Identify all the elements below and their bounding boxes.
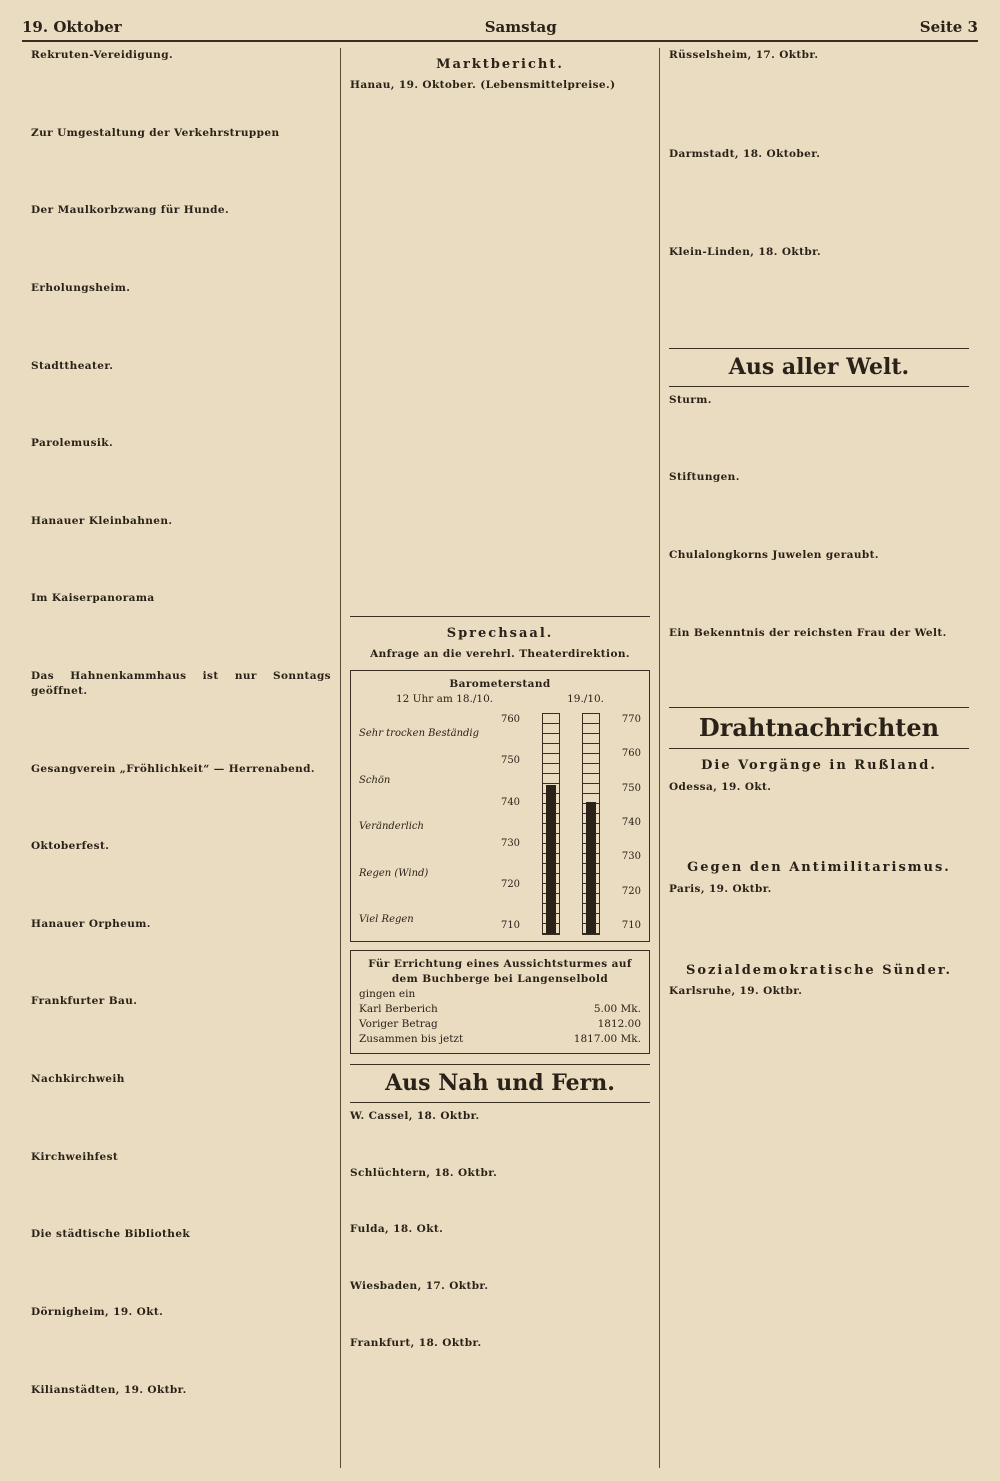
article-heading: Oktoberfest. bbox=[31, 840, 110, 853]
article-heading: Das Hahnenkammhaus ist nur Sonntags geöffnet. bbox=[31, 670, 331, 697]
place-dateline: Wiesbaden, 17. Oktbr. bbox=[350, 1280, 489, 1293]
page-number: Seite 3 bbox=[919, 18, 978, 36]
place-dateline: Schlüchtern, 18. Oktbr. bbox=[350, 1166, 498, 1179]
barometer-box bbox=[350, 670, 650, 942]
draht-city-odessa: Odessa, 19. Okt. bbox=[669, 780, 772, 793]
article-heading: Gesangverein „Fröhlichkeit“ — Herrenabend. bbox=[31, 762, 315, 775]
article-heading: Nachkirchweih bbox=[31, 1073, 125, 1086]
article-heading: Rekruten-Vereidigung. bbox=[31, 49, 174, 61]
article-heading: Zur Umgestaltung der Verkehrstruppen bbox=[31, 126, 280, 139]
barometer-tick: 730 bbox=[621, 851, 641, 863]
aller-welt-heading: Aus aller Welt. bbox=[669, 348, 969, 387]
market-report-body bbox=[350, 93, 650, 610]
total-amount: 1817.00 Mk. bbox=[573, 1032, 641, 1045]
draht-sub-suender: Sozialdemokratische Sünder. bbox=[685, 962, 953, 978]
article-heading: Hanauer Orpheum. bbox=[31, 917, 151, 930]
tower-donation-box bbox=[350, 950, 650, 1053]
tower-donation-intro: gingen ein bbox=[359, 988, 416, 1000]
total-label: Zusammen bis jetzt bbox=[359, 1032, 464, 1045]
barometer-tick: 760 bbox=[621, 748, 641, 760]
barometer-right-scale bbox=[622, 713, 641, 933]
barometer-tube-right bbox=[582, 713, 600, 935]
world-item-heading: Chulalongkorns Juwelen geraubt. bbox=[669, 549, 879, 562]
barometer-label: Viel Regen bbox=[359, 914, 414, 925]
draht-city-karlsruhe: Karlsruhe, 19. Oktbr. bbox=[669, 985, 803, 998]
article-heading: Erholungsheim. bbox=[31, 281, 131, 294]
market-report-subtitle: Hanau, 19. Oktober. (Lebensmittelpreise.) bbox=[350, 79, 616, 92]
donor-amount: 5.00 Mk. bbox=[593, 1002, 641, 1015]
article-heading: Kilianstädten, 19. Oktbr. bbox=[31, 1383, 187, 1396]
place-dateline: Darmstadt, 18. Oktober. bbox=[669, 147, 821, 160]
world-item-heading: Sturm. bbox=[669, 393, 712, 406]
column-1 bbox=[22, 48, 341, 1468]
barometer-tick: 750 bbox=[500, 755, 521, 767]
drahtnachrichten-heading: Drahtnachrichten bbox=[669, 707, 969, 749]
barometer-left-time: 12 Uhr am 18./10. bbox=[395, 693, 494, 706]
barometer-tube-left bbox=[542, 713, 560, 935]
barometer-title: Barometerstand bbox=[449, 678, 551, 691]
article-heading: Die städtische Bibliothek bbox=[31, 1228, 191, 1241]
article-heading: Kirchweihfest bbox=[31, 1150, 119, 1163]
barometer-tick: 730 bbox=[500, 837, 521, 849]
nah-fern-heading: Aus Nah und Fern. bbox=[350, 1064, 650, 1103]
article-heading: Frankfurter Bau. bbox=[31, 995, 138, 1008]
draht-city-paris: Paris, 19. Oktbr. bbox=[669, 882, 772, 895]
article-heading: Dörnigheim, 19. Okt. bbox=[31, 1305, 164, 1318]
barometer-tick: 750 bbox=[621, 782, 641, 794]
sprechsaal-subtitle: Anfrage an die verehrl. Theaterdirektion. bbox=[370, 648, 630, 661]
barometer-tick: 740 bbox=[500, 796, 521, 808]
previous-amount: 1812.00 bbox=[597, 1017, 641, 1030]
barometer-tick: 720 bbox=[500, 878, 521, 890]
barometer-label: Sehr trocken Beständig bbox=[359, 728, 480, 740]
tower-donation-title: Für Errichtung eines Aussichtsturmes auf dem Buchberge bei Langenselbold bbox=[368, 958, 632, 986]
barometer-tick: 720 bbox=[621, 885, 641, 897]
place-dateline: Frankfurt, 18. Oktbr. bbox=[350, 1336, 482, 1349]
issue-date: 19. Oktober bbox=[22, 18, 122, 36]
place-dateline: Klein-Linden, 18. Oktbr. bbox=[669, 246, 822, 259]
draht-sub-antimilitarismus: Gegen den Antimilitarismus. bbox=[687, 860, 951, 876]
barometer-label: Regen (Wind) bbox=[359, 867, 429, 879]
article-heading: Im Kaiserpanorama bbox=[31, 592, 155, 605]
sprechsaal-title: Sprechsaal. bbox=[446, 626, 554, 642]
market-report-title: Marktbericht. bbox=[436, 57, 564, 72]
barometer-labels bbox=[359, 713, 479, 927]
issue-day: Samstag bbox=[484, 18, 557, 36]
article-heading: Parolemusik. bbox=[31, 437, 113, 450]
barometer-label: Schön bbox=[359, 774, 391, 786]
draht-sub-russland: Die Vorgänge in Rußland. bbox=[701, 758, 937, 774]
page-masthead bbox=[22, 18, 978, 42]
barometer-tick: 760 bbox=[500, 714, 521, 726]
barometer-tick: 770 bbox=[621, 714, 641, 726]
article-heading: Der Maulkorbzwang für Hunde. bbox=[31, 204, 230, 217]
barometer-label: Veränderlich bbox=[359, 821, 424, 833]
article-heading: Stadttheater. bbox=[31, 359, 114, 372]
article-heading: Hanauer Kleinbahnen. bbox=[31, 514, 173, 527]
barometer-tick: 710 bbox=[621, 919, 641, 931]
column-3 bbox=[660, 48, 978, 1468]
place-dateline: Rüsselsheim, 17. Oktbr. bbox=[669, 49, 819, 61]
place-dateline: W. Cassel, 18. Oktbr. bbox=[350, 1109, 480, 1122]
place-dateline: Fulda, 18. Okt. bbox=[350, 1223, 444, 1236]
donor-name: Karl Berberich bbox=[359, 1002, 438, 1015]
column-2 bbox=[341, 48, 660, 1468]
previous-label: Voriger Betrag bbox=[359, 1017, 438, 1030]
barometer-tick: 710 bbox=[500, 919, 521, 931]
barometer-right-time: 19./10. bbox=[567, 693, 605, 706]
world-item-heading: Stiftungen. bbox=[669, 471, 740, 484]
barometer-tick: 740 bbox=[621, 817, 641, 829]
barometer-left-scale bbox=[501, 713, 520, 933]
world-item-heading: Ein Bekenntnis der reichsten Frau der Welt. bbox=[669, 626, 947, 639]
